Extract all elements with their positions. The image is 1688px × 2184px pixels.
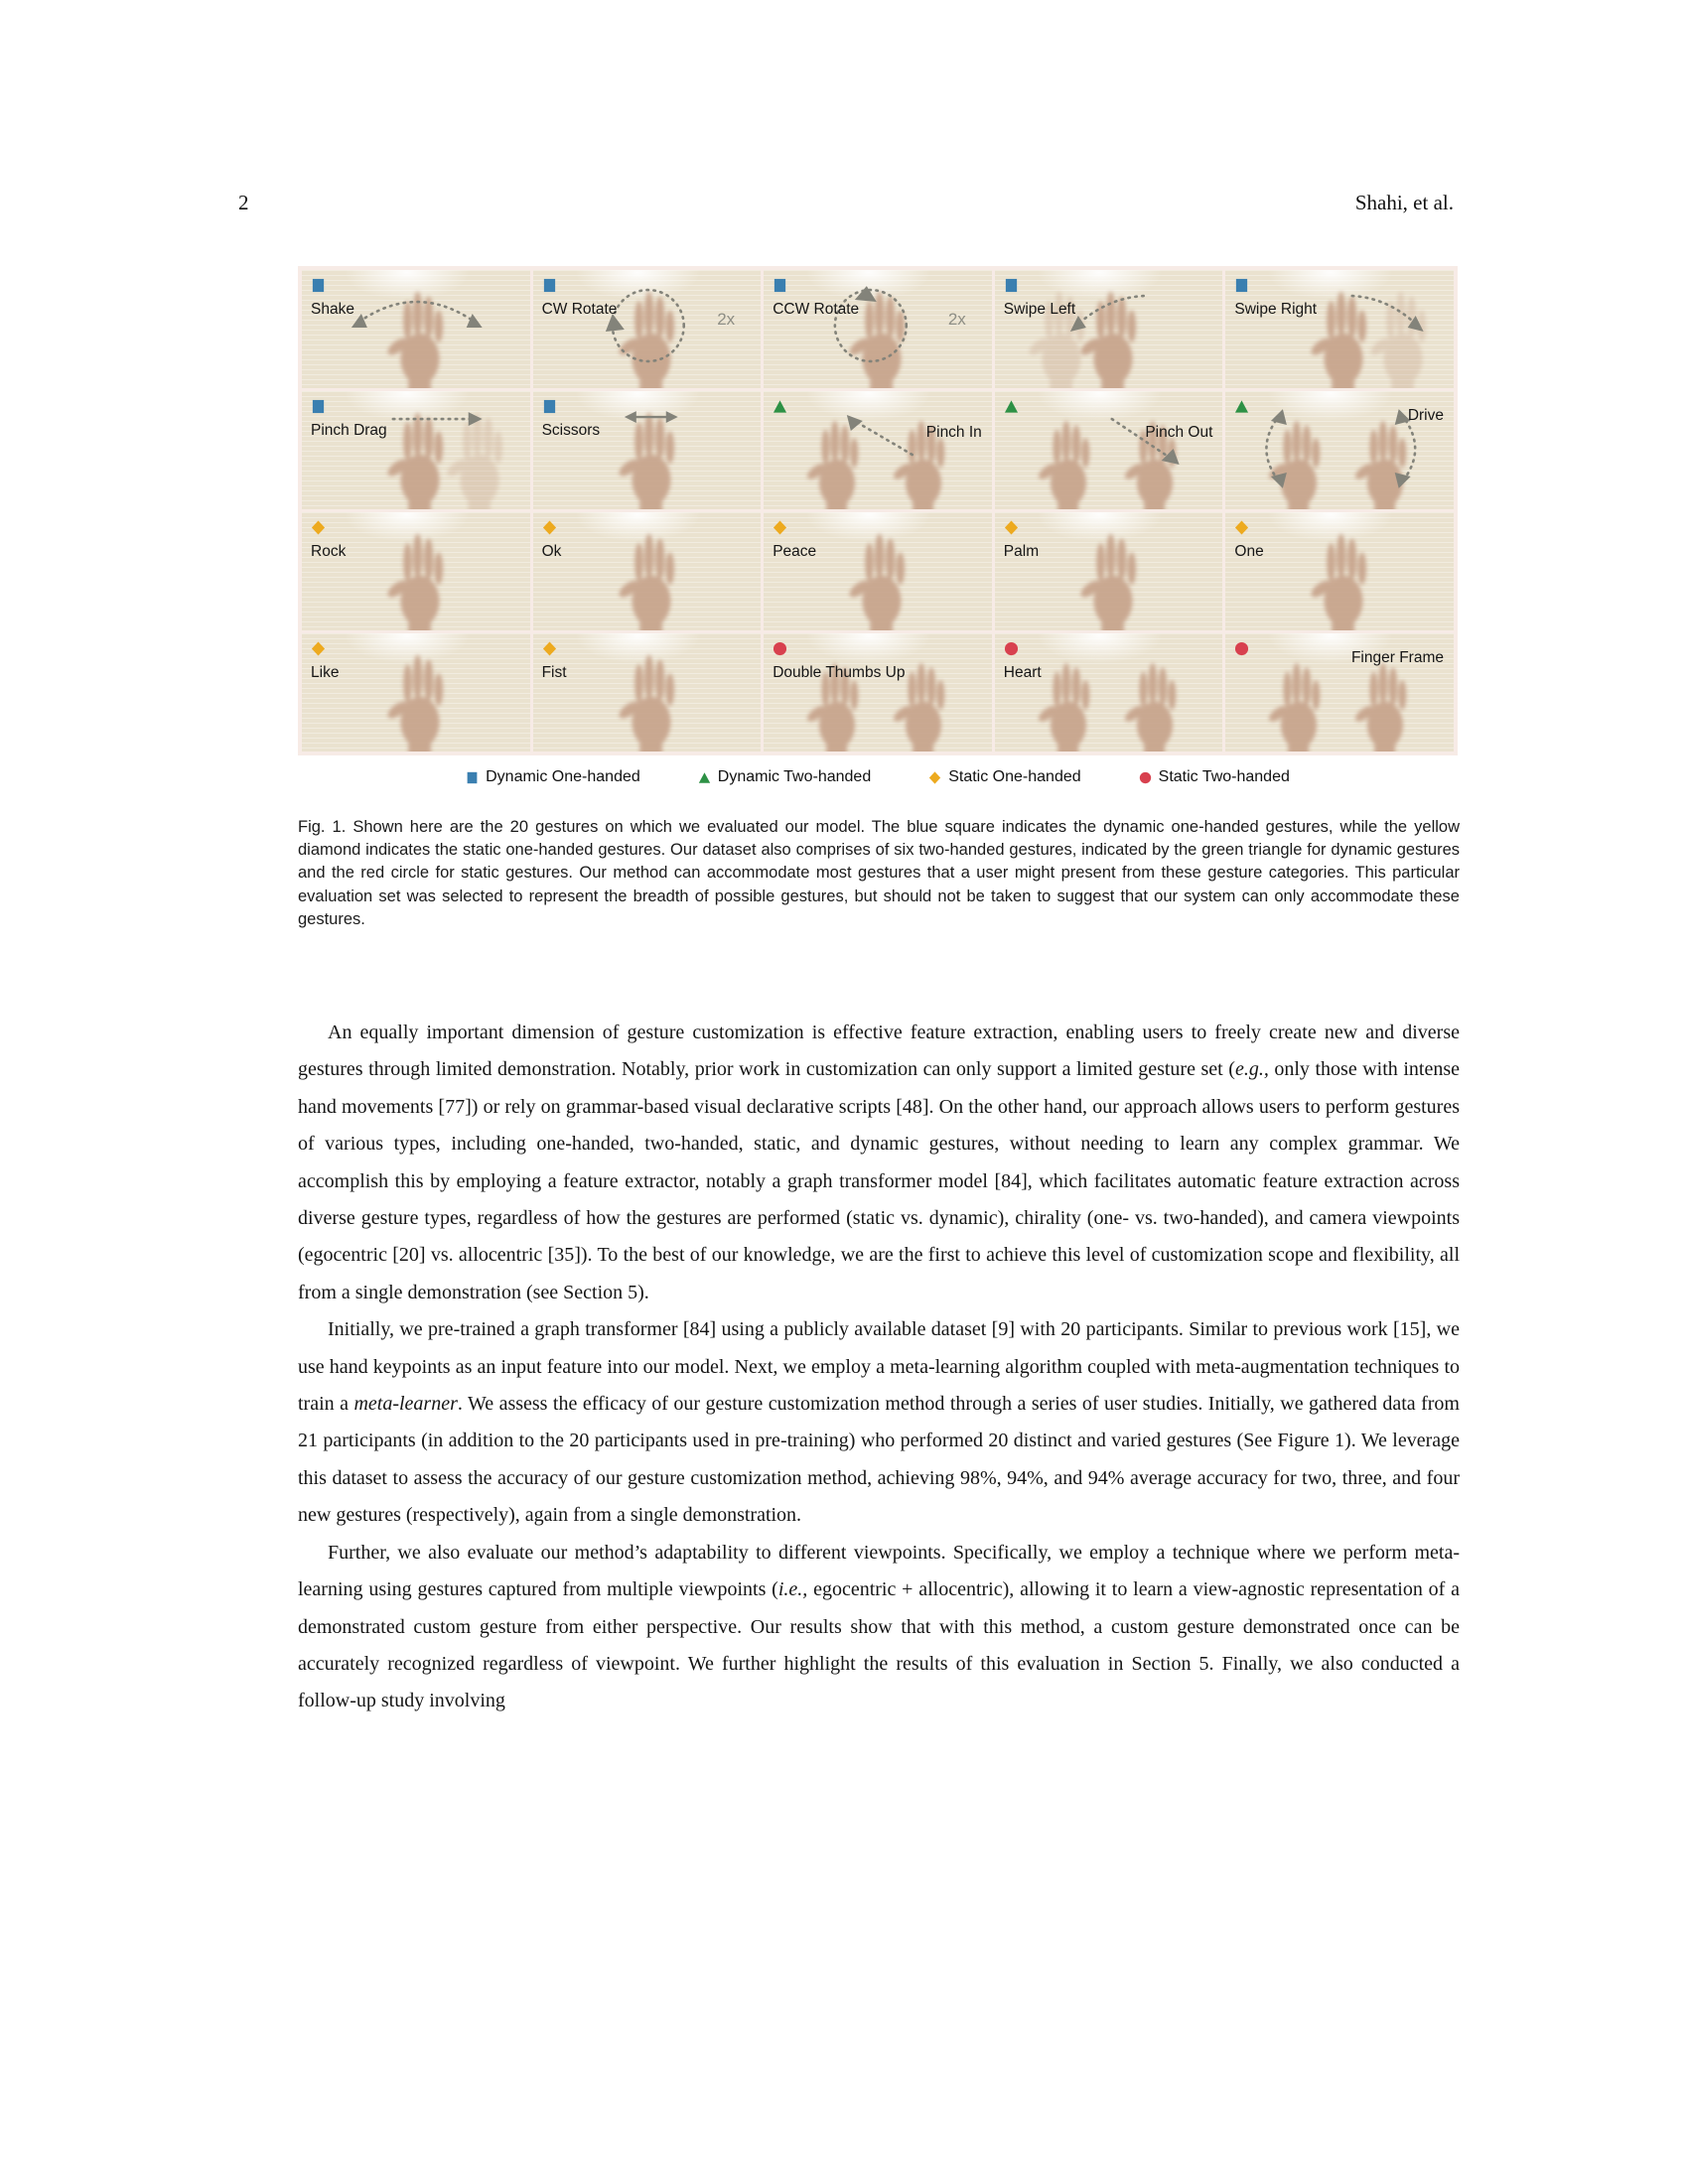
- diamond-marker-icon: [542, 520, 557, 535]
- legend-label: Static Two-handed: [1158, 768, 1290, 785]
- hand-image: [381, 643, 459, 751]
- page-number: 2: [238, 191, 249, 214]
- motion-arrow-shake-icon: [302, 270, 530, 388]
- hand-image: [1119, 652, 1191, 751]
- motion-arrow-diag-out-icon: [995, 391, 1223, 509]
- gesture-cell-rock: [302, 512, 530, 630]
- legend-item-static-two-handed: [1139, 768, 1290, 786]
- gesture-cell-palm: [995, 512, 1223, 630]
- square-marker-icon: [1234, 278, 1249, 293]
- legend-label: Dynamic One-handed: [486, 768, 640, 785]
- diamond-marker-icon: [1234, 520, 1249, 535]
- gesture-label: Peace: [773, 543, 817, 560]
- gesture-cell-swipe-right: [1225, 270, 1454, 388]
- square-marker-icon: [466, 771, 479, 784]
- gesture-label: Pinch In: [925, 424, 982, 441]
- legend-label: Dynamic Two-handed: [717, 768, 872, 785]
- legend-item-dynamic-one-handed: [466, 768, 640, 786]
- gesture-label: Finger Frame: [1350, 649, 1444, 666]
- circle-marker-icon: [1234, 641, 1249, 656]
- gesture-cell-fist: [533, 633, 762, 751]
- gesture-label: Fist: [541, 664, 567, 681]
- gesture-label: CW Rotate: [541, 301, 618, 318]
- gesture-label: One: [1234, 543, 1264, 560]
- gesture-cell-finger-frame: [1225, 633, 1454, 751]
- gesture-label: CCW Rotate: [773, 301, 860, 318]
- diamond-marker-icon: [542, 641, 557, 656]
- hand-image: [1074, 522, 1152, 630]
- paragraph-3: Further, we also evaluate our method’s adaptability to different viewpoints. Specifically, we employ a technique where we perform meta-learning using gestures captured from multiple viewpoints (i.e., egocentric + allocentric), allowing it to learn a view-agnostic representation of a demonstrated custom gesture from either perspective. Our results show that with this method, a custom gesture demonstrated once can be accurately recognized regardless of viewpoint. We further highlight the results of this evaluation in Section 5. Finally, we also conducted a follow-up study involving: [298, 1541, 1460, 1712]
- gesture-cell-one: [1225, 512, 1454, 630]
- hand-image: [843, 522, 920, 630]
- gesture-grid: [298, 266, 1458, 755]
- legend-item-static-one-handed: [928, 768, 1080, 786]
- hand-image: [1033, 652, 1104, 751]
- triangle-marker-icon: [1234, 399, 1249, 414]
- circle-marker-icon: [1139, 771, 1152, 784]
- circle-marker-icon: [773, 641, 787, 656]
- repeat-count-annotation: 2x: [947, 310, 966, 329]
- motion-arrow-scissors-icon: [533, 391, 762, 509]
- gesture-label: Swipe Right: [1234, 301, 1318, 318]
- gesture-label: Double Thumbs Up: [773, 664, 906, 681]
- paragraph-1: An equally important dimension of gesture customization is effective feature extraction, enabling users to freely create new and diverse gestures through limited demonstration. Notably, prior work in customization can only support a limited gesture set (e.g., only those with intense hand movements [77]) or rely on grammar-based visual declarative scripts [48]. On the other hand, our approach allows users to perform gestures of various types, including one-handed, two-handed, static, and dynamic gestures, without needing to learn any complex grammar. We accomplish this by employing a feature extractor, notably a graph transformer model [84], which facilitates automatic feature extraction across diverse gesture types, regardless of how the gestures are performed (static vs. dynamic), chirality (one- vs. two-handed), and camera viewpoints (egocentric [20] vs. allocentric [35]). To the best of our knowledge, we are the first to achieve this level of customization scope and flexibility, all from a single demonstration (see Section 5).: [298, 1022, 1460, 1303]
- gesture-cell-pinch-in: [764, 391, 992, 509]
- diamond-marker-icon: [1004, 520, 1019, 535]
- legend-label: Static One-handed: [948, 768, 1081, 785]
- gesture-label: Scissors: [541, 422, 601, 439]
- gesture-cell-ok: [533, 512, 762, 630]
- gesture-label: Rock: [311, 543, 347, 560]
- gesture-cell-swipe-left: [995, 270, 1223, 388]
- gesture-label: Ok: [541, 543, 562, 560]
- hand-image: [613, 522, 690, 630]
- circle-marker-icon: [1004, 641, 1019, 656]
- gesture-cell-heart: [995, 633, 1223, 751]
- gesture-label: Shake: [311, 301, 354, 318]
- gesture-cell-drive: [1225, 391, 1454, 509]
- gesture-label: Drive: [1407, 407, 1444, 424]
- diamond-marker-icon: [773, 520, 787, 535]
- gesture-cell-ccw-rotate: [764, 270, 992, 388]
- repeat-count-annotation: 2x: [717, 310, 736, 329]
- motion-arrow-swipe-right-icon: [1225, 270, 1454, 388]
- square-marker-icon: [311, 278, 326, 293]
- triangle-marker-icon: [773, 399, 787, 414]
- paragraph-2: Initially, we pre-trained a graph transformer [84] using a publicly available dataset [9] with 20 participants. Similar to previous work [15], we use hand keypoints as an input feature into our model. Next, we employ a meta-learning algorithm coupled with meta-augmentation techniques to train a meta-learner. We assess the efficacy of our gesture customization method through a series of user studies. Initially, we gathered data from 21 participants (in addition to the 20 participants used in pre-training) who performed 20 distinct and varied gestures (See Figure 1). We leverage this dataset to assess the accuracy of our gesture customization method, achieving 98%, 94%, and 94% average accuracy for two, three, and four new gestures (respectively), again from a single demonstration.: [298, 1318, 1460, 1527]
- triangle-marker-icon: [698, 771, 711, 784]
- gesture-cell-cw-rotate: [533, 270, 762, 388]
- gesture-label: Heart: [1003, 664, 1042, 681]
- gesture-label: Like: [311, 664, 340, 681]
- motion-arrow-drag-right-icon: [302, 391, 530, 509]
- diamond-marker-icon: [928, 771, 941, 784]
- diamond-marker-icon: [311, 641, 326, 656]
- legend-item-dynamic-two-handed: [698, 768, 871, 786]
- figure-legend: [298, 768, 1458, 786]
- hand-image: [1263, 652, 1335, 751]
- gesture-label: Pinch Drag: [311, 422, 387, 439]
- square-marker-icon: [773, 278, 787, 293]
- hand-image: [1349, 652, 1421, 751]
- gesture-label: Swipe Left: [1003, 301, 1076, 318]
- gesture-cell-pinch-out: [995, 391, 1223, 509]
- figure-1: [298, 266, 1458, 786]
- body-text: [298, 1015, 1460, 1720]
- figure-caption: Fig. 1. Shown here are the 20 gestures on which we evaluated our model. The blue square indicates the dynamic one-handed gestures, while the yellow diamond indicates the static one-handed gestures. Our dataset also comprises of six two-handed gestures, indicated by the green triangle for dynamic gestures and the red circle for static gestures. Our method can accommodate most gestures that a user might present from these gesture categories. This particular evaluation set was selected to represent the breadth of possible gestures, but should not be taken to suggest that our system can only accommodate these gestures.: [298, 818, 1460, 928]
- hand-image: [1305, 522, 1382, 630]
- gesture-cell-like: [302, 633, 530, 751]
- motion-arrow-swipe-left-icon: [995, 270, 1223, 388]
- motion-arrow-diag-in-icon: [764, 391, 992, 509]
- gesture-label: Palm: [1003, 543, 1040, 560]
- running-head: [238, 191, 1454, 215]
- square-marker-icon: [542, 278, 557, 293]
- gesture-cell-peace: [764, 512, 992, 630]
- running-head-authors: Shahi, et al.: [1354, 191, 1454, 214]
- gesture-label: Pinch Out: [1145, 424, 1213, 441]
- triangle-marker-icon: [1004, 399, 1019, 414]
- gesture-cell-scissors: [533, 391, 762, 509]
- square-marker-icon: [311, 399, 326, 414]
- gesture-cell-shake: [302, 270, 530, 388]
- square-marker-icon: [1004, 278, 1019, 293]
- gesture-cell-double-thumbs-up: [764, 633, 992, 751]
- square-marker-icon: [542, 399, 557, 414]
- diamond-marker-icon: [311, 520, 326, 535]
- gesture-cell-pinch-drag: [302, 391, 530, 509]
- hand-image: [381, 522, 459, 630]
- hand-image: [613, 643, 690, 751]
